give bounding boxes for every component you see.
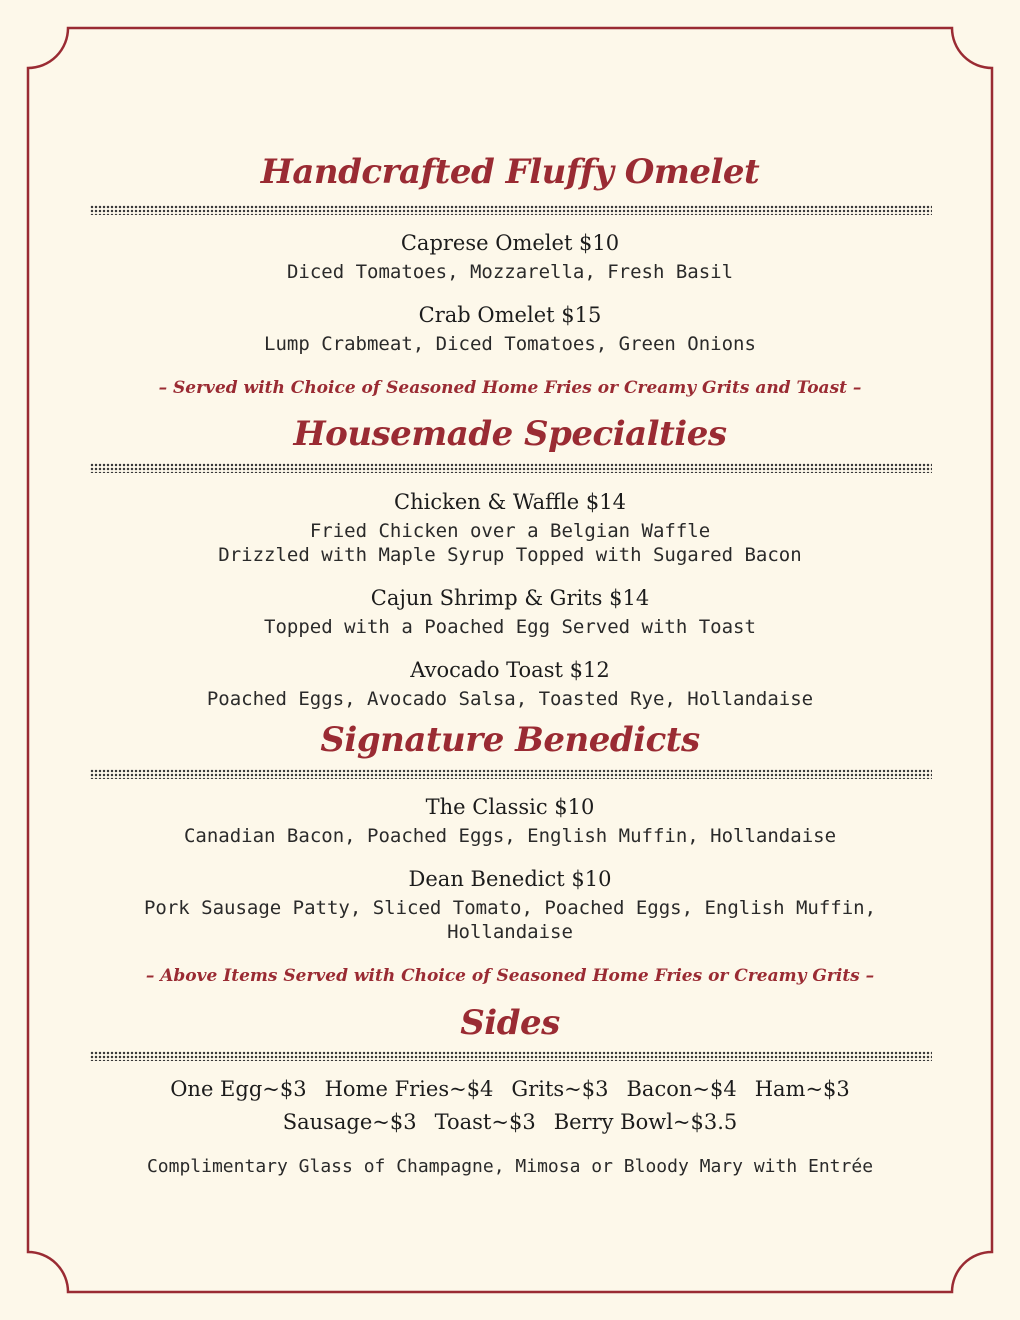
side-item: Berry Bowl~$3.5 (553, 1110, 738, 1134)
menu-item-description: Fried Chicken over a Belgian Waffle (309, 520, 711, 542)
menu-item-description: Pork Sausage Patty, Sliced Tomato, Poached Eggs, English Muffin, (143, 897, 877, 919)
menu-item-description: Hollandaise (447, 921, 573, 943)
menu-item-description: Poached Eggs, Avocado Salsa, Toasted Rye, Hollandaise (206, 688, 814, 710)
dotted-divider (90, 769, 932, 779)
side-item: Grits~$3 (511, 1077, 609, 1101)
menu (60, 0, 960, 1320)
menu-item-name: Chicken & Waffle $14 (394, 490, 626, 514)
side-item: Sausage~$3 (282, 1110, 417, 1134)
side-item: Home Fries~$4 (324, 1077, 494, 1101)
menu-item-name: Dean Benedict $10 (408, 867, 612, 891)
menu-item-name: Crab Omelet $15 (418, 303, 602, 327)
section-title-benedicts: Signature Benedicts (320, 720, 700, 760)
menu-item-description: Drizzled with Maple Syrup Topped with Sugared Bacon (218, 544, 802, 566)
serving-note: – Served with Choice of Seasoned Home Fries or Creamy Grits and Toast – (158, 378, 862, 398)
menu-item-name: Cajun Shrimp & Grits $14 (370, 586, 650, 610)
dotted-divider (90, 463, 932, 473)
menu-item-description: Diced Tomatoes, Mozzarella, Fresh Basil (286, 261, 734, 283)
side-item: One Egg~$3 (170, 1077, 307, 1101)
section-title-omelet: Handcrafted Fluffy Omelet (260, 152, 760, 192)
menu-item-description: Topped with a Poached Egg Served with Toast (264, 616, 756, 638)
section-title-specialties: Housemade Specialties (293, 414, 727, 454)
menu-item-name: The Classic $10 (425, 795, 595, 819)
side-item: Ham~$3 (754, 1077, 850, 1101)
dotted-divider (90, 205, 932, 215)
serving-note: – Above Items Served with Choice of Seasoned Home Fries or Creamy Grits – (145, 966, 875, 986)
sides-line (60, 1110, 960, 1134)
sides-line (60, 1077, 960, 1101)
complimentary-drink-note: Complimentary Glass of Champagne, Mimosa or Bloody Mary with Entrée (146, 1156, 874, 1177)
menu-item-description: Lump Crabmeat, Diced Tomatoes, Green Onions (264, 333, 756, 355)
section-title-sides: Sides (460, 1003, 560, 1043)
menu-item-name: Caprese Omelet $10 (400, 231, 620, 255)
menu-item-name: Avocado Toast $12 (410, 658, 610, 682)
side-item: Toast~$3 (434, 1110, 536, 1134)
menu-item-description: Canadian Bacon, Poached Eggs, English Muffin, Hollandaise (183, 825, 837, 847)
side-item: Bacon~$4 (626, 1077, 737, 1101)
dotted-divider (90, 1051, 932, 1061)
